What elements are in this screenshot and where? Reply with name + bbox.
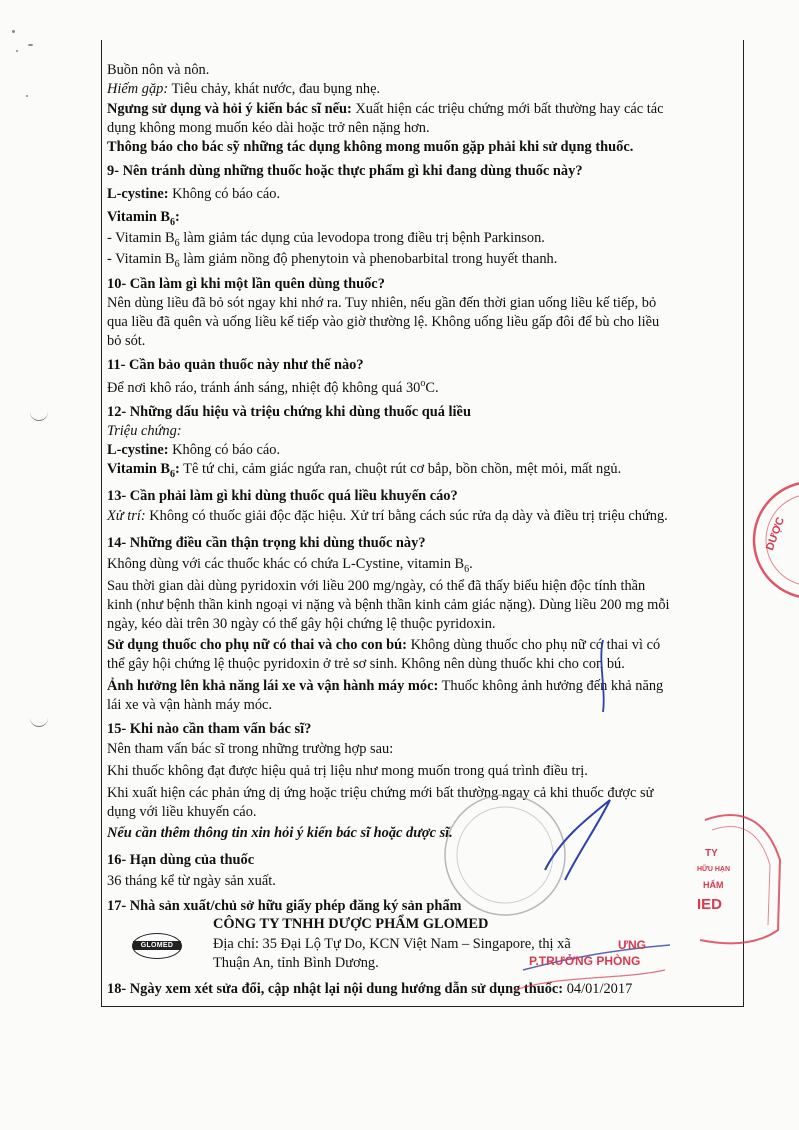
- text-line: [107, 534, 426, 552]
- text-run: Khi xuất hiện các phản ứng dị ứng hoặc triệu chứng mới bất thường ngay cả khi thuốc được sử: [107, 785, 654, 801]
- text-line: [107, 740, 393, 758]
- text-line: [107, 185, 280, 203]
- text-run: Không dùng với các thuốc khác có chứa L-Cystine, vitamin B: [107, 556, 465, 572]
- text-line: [107, 615, 496, 633]
- stamp-text: HỮU HẠN: [697, 866, 731, 873]
- text-run: Xuất hiện các triệu chứng mới bất thường hay các tác: [351, 101, 664, 117]
- text-run: kinh (như bệnh thần kinh ngoại vi nặng và bệnh thần kinh cảm giác nặng). Dùng liều 200 mg mỗi: [107, 597, 670, 613]
- text-run: Nếu cần thêm thông tin xin hỏi ý kiến bác sĩ hoặc dược sĩ.: [107, 825, 453, 841]
- scan-speck: [12, 30, 15, 33]
- punch-hole-mark: [30, 716, 48, 727]
- text-run: CÔNG TY TNHH DƯỢC PHẨM GLOMED: [213, 916, 489, 932]
- text-run: 17- Nhà sản xuất/chủ sở hữu giấy phép đăng ký sản phẩm: [107, 898, 462, 914]
- text-run: Vitamin B: [107, 461, 171, 477]
- text-line: [107, 897, 462, 915]
- text-run: .: [469, 556, 473, 572]
- text-line: [107, 696, 272, 714]
- text-run: 16- Hạn dùng của thuốc: [107, 852, 255, 868]
- text-line: [107, 555, 473, 579]
- text-run: Thuốc không ảnh hưởng đến khả năng: [438, 678, 664, 694]
- text-run: 18- Ngày xem xét sửa đổi, cập nhật lại nội dung hướng dẫn sử dụng thuốc:: [107, 981, 564, 997]
- text-run: Nên tham vấn bác sĩ trong những trường hợp sau:: [107, 741, 394, 757]
- text-run: 15- Khi nào cần tham vấn bác sĩ?: [107, 721, 312, 737]
- text-run: Tê tứ chi, cảm giác ngứa ran, chuột rút cơ bắp, bồn chồn, mệt mỏi, mất ngủ.: [179, 461, 622, 477]
- text-run: Không có báo cáo.: [168, 186, 281, 202]
- text-run: Để nơi khô ráo, tránh ánh sáng, nhiệt độ không quá 30: [107, 379, 421, 396]
- text-run: - Vitamin B: [107, 230, 175, 246]
- stamp-text: TY: [705, 848, 718, 859]
- text-line: [107, 356, 364, 374]
- text-run: L-cystine:: [107, 186, 169, 202]
- text-line: [107, 851, 254, 869]
- text-run: Sau thời gian dài dùng pyridoxin với liều 200 mg/ngày, có thể đã thấy biểu hiện độc tính thần: [107, 578, 646, 594]
- text-run: Không có báo cáo.: [168, 442, 281, 458]
- text-run: Vitamin B: [107, 209, 171, 225]
- text-run: Tiêu chảy, khát nước, đau bụng nhẹ.: [168, 81, 381, 97]
- text-line: [107, 294, 656, 312]
- text-line: [107, 980, 632, 998]
- text-run: Ảnh hưởng lên khả năng lái xe và vận hành máy móc:: [107, 678, 439, 694]
- text-run: qua liều đã quên và uống liều kế tiếp vào giờ thường lệ. Không uống liều gấp đôi để bù cho liều: [107, 314, 660, 330]
- text-line: [107, 61, 209, 79]
- text-line: [107, 313, 659, 331]
- text-run: Buồn nôn và nôn.: [107, 62, 210, 78]
- text-run: 04/01/2017: [563, 981, 633, 997]
- text-run: 6: [170, 216, 176, 228]
- text-line: [107, 720, 311, 738]
- text-run: Không dùng thuốc cho phụ nữ có thai vì có: [406, 637, 661, 653]
- text-run: Nên dùng liều đã bỏ sót ngay khi nhớ ra. Tuy nhiên, nếu gần đến thời gian uống liều kế tiếp, bỏ: [107, 295, 657, 311]
- text-run: o: [420, 378, 426, 389]
- text-line: [107, 403, 471, 421]
- text-run: làm giảm tác dụng của levodopa trong điều trị bệnh Parkinson.: [179, 230, 545, 246]
- text-run: L-cystine:: [107, 442, 169, 458]
- text-run: 10- Cần làm gì khi một lần quên dùng thuốc?: [107, 276, 385, 292]
- text-line: [107, 422, 182, 440]
- text-run: 14- Những điều cần thận trọng khi dùng thuốc này?: [107, 535, 426, 551]
- text-line: [107, 162, 583, 180]
- text-line: [107, 803, 257, 821]
- text-run: 6: [174, 237, 180, 249]
- text-run: dụng không mong muốn kéo dài hoặc trở nên nặng hơn.: [107, 120, 430, 136]
- text-line: [107, 487, 458, 505]
- text-run: Xử trí:: [107, 508, 146, 524]
- text-line: [107, 596, 670, 614]
- text-run: Khi thuốc không đạt được hiệu quả trị liệu như mong muốn trong quá trình điều trị.: [107, 763, 588, 779]
- text-line: [107, 100, 664, 118]
- text-run: Triệu chứng:: [107, 423, 182, 439]
- stamp-text: HẨM: [703, 880, 724, 890]
- text-line: [107, 636, 660, 654]
- text-run: 6: [464, 563, 470, 575]
- text-line: [213, 954, 379, 972]
- stamp-text: IED: [697, 896, 723, 913]
- text-line: [107, 460, 621, 484]
- text-line: [107, 762, 588, 780]
- text-line: [107, 677, 663, 695]
- text-run: 6: [170, 468, 176, 480]
- text-run: 9- Nên tránh dùng những thuốc hoặc thực phẩm gì khi đang dùng thuốc này?: [107, 163, 583, 179]
- text-line: [107, 441, 280, 459]
- text-run: :: [175, 209, 180, 225]
- text-run: C.: [425, 379, 439, 396]
- text-run: - Vitamin B: [107, 251, 175, 267]
- text-run: Thuận An, tỉnh Bình Dương.: [213, 955, 379, 971]
- text-line: [107, 872, 276, 890]
- text-run: :: [175, 461, 180, 477]
- text-run: Không có thuốc giải độc đặc hiệu. Xử trí bằng cách súc rửa dạ dày và điều trị triệu chứng.: [145, 508, 668, 524]
- logo-wordmark: GLOMED: [133, 941, 181, 950]
- stamp-text: DƯỢC: [764, 515, 788, 553]
- text-run: ngày, kéo dài trên 30 ngày có thể gây hội chứng lệ thuộc pyridoxin.: [107, 616, 496, 632]
- text-run: làm giảm nồng độ phenytoin và phenobarbital trong huyết thanh.: [179, 251, 558, 267]
- scan-speck: [16, 50, 18, 52]
- text-run: Địa chỉ: 35 Đại Lộ Tự Do, KCN Việt Nam – Singapore, thị xã: [213, 936, 571, 952]
- text-run: Sử dụng thuốc cho phụ nữ có thai và cho con bú:: [107, 637, 407, 653]
- text-run: 12- Những dấu hiệu và triệu chứng khi dùng thuốc quá liều: [107, 404, 471, 420]
- text-run: Thông báo cho bác sỹ những tác dụng không mong muốn gặp phải khi sử dụng thuốc.: [107, 139, 634, 155]
- text-run: 36 tháng kể từ ngày sản xuất.: [107, 873, 276, 889]
- text-run: lái xe và vận hành máy móc.: [107, 697, 273, 713]
- text-run: Hiếm gặp:: [107, 81, 169, 97]
- text-run: thể gây hội chứng lệ thuộc pyridoxin ở trẻ sơ sinh. Không nên dùng thuốc khi cho con bú.: [107, 656, 625, 672]
- text-line: [107, 332, 145, 350]
- text-line: [107, 824, 453, 842]
- text-line: [213, 915, 488, 933]
- scan-speck: [28, 44, 33, 46]
- scan-speck: [26, 95, 28, 97]
- glomed-logo: [132, 933, 182, 959]
- text-line: [107, 375, 439, 397]
- text-line: [107, 507, 668, 525]
- stamp-text: ƯNG: [618, 938, 646, 952]
- stamp-text: P.TRƯỞNG PHÒNG: [529, 954, 641, 968]
- text-run: dụng với liều khuyến cáo.: [107, 804, 257, 820]
- text-line: [107, 577, 645, 595]
- text-run: 11- Cần bảo quản thuốc này như thế nào?: [107, 357, 364, 373]
- text-line: [107, 250, 557, 274]
- text-line: [107, 655, 625, 673]
- text-run: bỏ sót.: [107, 333, 146, 349]
- text-line: [107, 784, 653, 802]
- text-line: [107, 275, 385, 293]
- text-line: [107, 119, 430, 137]
- text-run: 13- Cần phải làm gì khi dùng thuốc quá liều khuyến cáo?: [107, 488, 458, 504]
- text-run: Ngưng sử dụng và hỏi ý kiến bác sĩ nếu:: [107, 101, 352, 117]
- punch-hole-mark: [30, 410, 48, 421]
- text-run: 6: [174, 258, 180, 270]
- text-line: [107, 138, 633, 156]
- text-line: [107, 80, 380, 98]
- text-line: [213, 935, 571, 953]
